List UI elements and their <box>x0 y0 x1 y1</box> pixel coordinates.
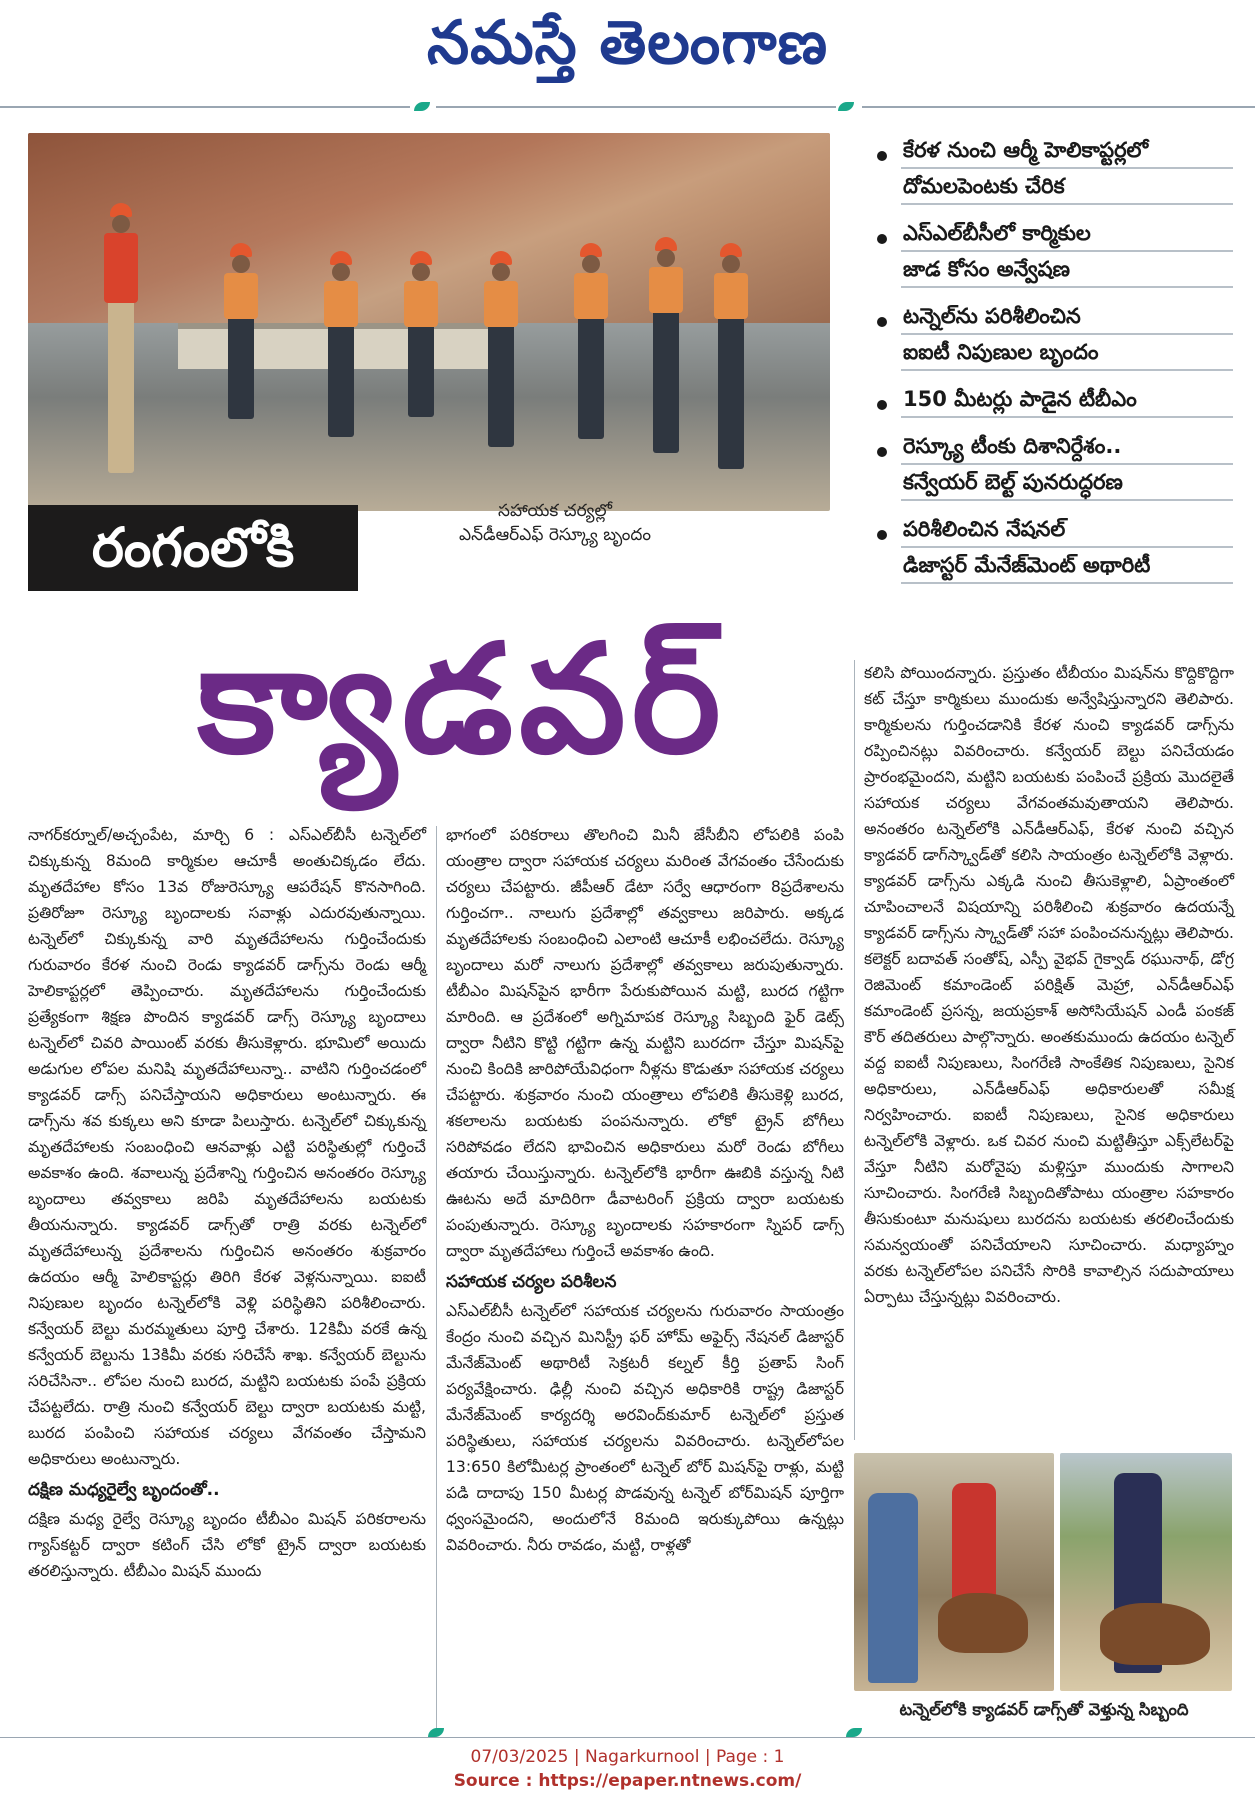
headline-kicker: రంగంలోకి <box>28 505 358 591</box>
leaf-ornament-icon <box>846 1728 862 1737</box>
bullet-item: 150 మీటర్లు పాడైన టీబీఎం <box>873 382 1233 418</box>
newspaper-logo: నమస్తే తెలంగాణ <box>426 8 829 78</box>
article-paragraph: ఎస్‌ఎల్‌బీసీ టన్నెల్‌లో సహాయక చర్యలను గురువారం సాయంత్రం కేంద్రం నుంచి వచ్చిన మినిస్ట్రీ ఫర్ హోమ్ అఫైర్స్ నేషనల్ డిజాస్టర్ మేనేజ్‌మెంట్ అథారిటీ సెక్రటరీ కల్నల్ కీర్తి ప్రతాప్ సింగ్ పర్యవేక్షించారు. ఢిల్లీ నుంచి వచ్చిన అధికారికి రాష్ట్ర డిజాస్టర్ మేనేజ్‌మెంట్ కార్యదర్శి అరవింద్‌కుమార్ టన్నెల్‌లో ప్రస్తుత పరిస్థితులు, సహాయక చర్యలను వివరించారు. టన్నెల్‌లోపల 13:650 కిలోమీటర్ల ప్రాంతంలో టన్నెల్ బోర్ మిషన్‌పై రాళ్లు, మట్టి పడి దాదాపు 150 మీటర్ల పొడవున్న టన్నెల్ బోర్‌మిషన్ పూర్తిగా ధ్వంసమైందని, అందులోనే 8మంది ఇరుక్కుపోయి ఉన్నట్లు వివరించారు. నీరు రావడం, మట్టి, రాళ్లతో <box>446 1302 844 1554</box>
bullet-dot-icon <box>877 530 887 540</box>
small-photo-caption: టన్నెల్‌లోకి క్యాడవర్ డాగ్స్‌తో వెళ్తున్న సిబ్బంది <box>899 1700 1189 1719</box>
article-paragraph: నాగర్‌కర్నూల్/అచ్చంపేట, మార్చి 6 : ఎస్‌ఎల్‌బీసీ టన్నెల్‌లో చిక్కుకున్న 8మంది కార్మికుల ఆచూకీ అంతుచిక్కడం లేదు. మృతదేహాల కోసం 13వ రోజురెస్క్యూ ఆపరేషన్ కొనసాగింది. ప్రతిరోజూ రెస్క్యూ బృందాలకు సవాళ్లు ఎదురవుతున్నాయి. టన్నెల్‌లో చిక్కుకున్న వారి మృతదేహాలను గుర్తించేందుకు గురువారం కేరళ నుంచి రెండు క్యాడవర్ డాగ్స్‌ను రెండు ఆర్మీ హెలికాప్టర్లలో తెప్పించారు. మృతదేహాలను గుర్తించేందుకు ప్రత్యేకంగా శిక్షణ పొందిన క్యాడవర్ డాగ్స్ రెస్క్యూ బృందాలు టన్నెల్‌లో చివరి పాయింట్ వరకు తీసుకెళ్లారు. భూమిలో అయిదు అడుగుల లోపల మనిషి మృతదేహాలున్నా.. వాటిని గుర్తించడంలో క్యాడవర్ డాగ్స్ పనిచేస్తాయని అధికారులు అంటున్నారు. ఈ డాగ్స్‌ను శవ కుక్కలు అని కూడా పిలుస్తారు. టన్నెల్‌లో చిక్కుకున్న మృతదేహాలకు సంబంధించి ఆనవాళ్లు ఎట్టి పరిస్థితుల్లో గుర్తించే అవకాశం ఉంది. శవాలున్న ప్రదేశాన్ని గుర్తించిన అనంతరం రెస్క్యూ బృందాలు తవ్వకాలు జరిపి మృతదేహాలను బయటకు తీయనున్నారు. క్యాడవర్ డాగ్స్‌తో రాత్రి వరకు టన్నెల్‌లో మృతదేహాలున్న ప్రదేశాలను గుర్తించిన అనంతరం శుక్రవారం ఉదయం ఆర్మీ హెలికాప్టర్లు తిరిగి కేరళ వెళ్లనున్నాయి. ఐఐటీ నిపుణుల బృందం టన్నెల్‌లోకి వెళ్లి పరిస్థితిని పరిశీలించారు. కన్వేయర్ బెల్టు మరమ్మతులు పూర్తి చేశారు. 12కిమీ వరకే ఉన్న కన్వేయర్ బెల్టును 13కిమీ వరకు సరిచేసే శాఖ. కన్వేయర్ బెల్టును సరిచేసినా.. లోపల నుంచి బురద, మట్టిని బయటకు పంపే ప్రక్రియ చేపట్టలేదు. రాత్రి నుంచి కన్వేయర్ బెల్టు ద్వారా బయటకు మట్టి, బురద పంపించి సహాయక చర్యలు వేగవంతం చేస్తామని అధికారులు అంటున్నారు. <box>28 826 426 1468</box>
masthead <box>0 0 1255 92</box>
footer-source: Source : https://epaper.ntnews.com/ <box>453 1771 802 1791</box>
caption-line-2: ఎన్‌డీఆర్‌ఎఫ్ రెస్క్యూ బృందం <box>459 525 651 545</box>
article-column-3 <box>864 660 1234 1310</box>
article-paragraph: కలిసి పోయిందన్నారు. ప్రస్తుతం టీబీయం మిషన్‌ను కొద్దికొద్దిగా కట్ చేస్తూ కార్మికులు ముందుకు అన్వేషిస్తున్నారని తెలిపారు. కార్మికులను గుర్తించడానికి కేరళ నుంచి క్యాడవర్ డాగ్స్‌ను రప్పించినట్లు వివరించారు. కన్వేయర్ బెల్టు పనిచేయడం ప్రారంభమైందని, మట్టిని బయటకు పంపించే ప్రక్రియ మొదలైతే సహాయక చర్యలు వేగవంతమవుతాయని తెలిపారు. అనంతరం టన్నెల్‌లోకి ఎన్‌డీఆర్‌ఎఫ్, కేరళ నుంచి వచ్చిన క్యాడవర్ డాగ్‌స్క్వాడ్‌తో కలిసి సాయంత్రం టన్నెల్‌లోకి వెళ్లారు. క్యాడవర్ డాగ్స్‌ను ఎక్కడి నుంచి తీసుకెళ్లాలి, ఏప్రాంతంలో చూపించాలనే విషయాన్ని పరిశీలించి శుక్రవారం ఉదయన్నే క్యాడవర్ డాగ్స్‌ను స్క్వాడ్‌తో సహా పంపించనున్నట్లు తెలిపారు. కలెక్టర్ బదావత్ సంతోష్, ఎస్పీ వైభవ్ గైక్వాడ్ రఘునాథ్, డోగ్ర రెజిమెంట్ కమాండెంట్ పరిక్షిత్ మెహ్రా, ఎన్‌డీఆర్‌ఎఫ్ కమాండెంట్ ప్రసన్న, జయప్రకాశ్ అసోసియేషన్ ఎండీ పంకజ్ కౌర్ తదితరులు పాల్గొన్నారు. అంతకుముందు ఉదయం టన్నెల్ వద్ద ఐఐటీ నిపుణులు, సింగరేణి సాంకేతిక నిపుణులు, సైనిక అధికారులు, ఎన్‌డీఆర్‌ఎఫ్ అధికారులతో సమీక్ష నిర్వహించారు. ఐఐటీ నిపుణులు, సైనిక అధికారులు టన్నెల్‌లోకి వెళ్లారు. ఒక చివర నుంచి మట్టితీస్తూ ఎక్స్‌లేటర్‌పై వేస్తూ నీటిని మరోవైపు మళ్లిస్తూ ముందుకు సాగాలని సూచించారు. సింగరేణి సిబ్బందితోపాటు యంత్రాల సహకారం తీసుకుంటూ మనుషులు బురదను బయటకు తరలించేందుకు సమన్వయంతో పనిచేయాలని సూచించారు. మధ్యాహ్నం వరకు టన్నెల్‌లోపల పనిచేసే సొరికి కావాల్సిన సదుపాయాలు ఏర్పాటు చేస్తున్నట్లు వివరించారు. <box>864 664 1234 1306</box>
article-subheading: సహాయక చర్యల పరిశీలన <box>446 1272 617 1292</box>
bullet-dot-icon <box>877 317 887 327</box>
bullet-item: పరిశీలించిన నేషనల్ డిజాస్టర్ మేనేజ్‌మెంట్ అథారిటీ <box>873 512 1233 584</box>
article-subheading: దక్షిణ మధ్యరైల్వే బృందంతో.. <box>28 1480 220 1500</box>
article-paragraph: భాగంలో పరికరాలు తొలగించి మినీ జేసీబీని లోపలికి పంపి యంత్రాల ద్వారా సహాయక చర్యలు మరింత వేగవంతం చేసేందుకు చర్యలు చేపట్టారు. జీపీఆర్ డేటా సర్వే ఆధారంగా 8ప్రదేశాలను గుర్తించగా.. నాలుగు ప్రదేశాల్లో తవ్వకాలు జరిపారు. అక్కడ మృతదేహాలకు సంబంధించి ఎలాంటి ఆచూకీ లభించలేదు. రెస్క్యూ బృందాలు మరో నాలుగు ప్రదేశాల్లో తవ్వకాలు జరుపుతున్నారు. టీబీఎం మిషన్‌పైన భారీగా పేరుకుపోయిన మట్టి, బురద గట్టిగా మారింది. ఆ ప్రదేశంలో అగ్నిమాపక రెస్క్యూ సిబ్బంది ఫైర్ డెట్స్ ద్వారా నీటిని కొట్టి గట్టిగా ఉన్న మట్టిని బురదగా చేస్తూ మిషన్‌పై నుంచి కిందికి జారిపోయేవిధంగా నీళ్లను కొడుతూ సహాయక చర్యలు చేపట్టారు. శుక్రవారం నుంచి యంత్రాలు లోపలికి తీసుకెళ్లి బురద, శకలాలను బయటకు పంపనున్నారు. లోకో ట్రైన్ బోగీలు సరిపోవడం లేదని భావించిన అధికారులు మరో రెండు బోగీలు తయారు చేయిస్తున్నారు. టన్నెల్‌లోకి భారీగా ఊబికి వస్తున్న నీటి ఊటను అదే మాదిరిగా డీవాటరింగ్ ప్రక్రియ ద్వారా బయటకు పంపుతున్నారు. రెస్క్యూ బృందాలకు సహకారంగా స్నిపర్ డాగ్స్ ద్వారా మృతదేహాలు గుర్తించే అవకాశం ఉంది. <box>446 826 844 1260</box>
bullet-item: ఎస్‌ఎల్‌బీసీలో కార్మికుల జాడ కోసం అన్వేషణ <box>873 216 1233 288</box>
top-rule-mid <box>436 106 836 108</box>
bullet-item: రెస్క్యూ టీంకు దిశానిర్దేశం.. కన్వేయర్ బెల్ట్ పునరుద్ధరణ <box>873 429 1233 501</box>
top-rule-left <box>0 106 410 108</box>
headline-main: క్యాడవర్ <box>197 613 727 787</box>
bullet-dot-icon <box>877 400 887 410</box>
leaf-ornament-icon <box>428 1728 444 1737</box>
column-divider <box>436 826 437 1736</box>
main-photo-caption <box>405 499 705 547</box>
column-divider <box>854 660 855 1440</box>
footer-date: 07/03/2025 | Nagarkurnool | Page : 1 <box>470 1747 785 1767</box>
article-column-1 <box>28 822 426 1584</box>
top-rule-right <box>862 106 1255 108</box>
bullet-dot-icon <box>877 447 887 457</box>
leaf-ornament-icon <box>414 102 430 111</box>
bottom-rule <box>0 1737 1255 1738</box>
photo-dog-squad-1 <box>854 1453 1054 1691</box>
article-paragraph: దక్షిణ మధ్య రైల్వే రెస్క్యూ బృందం టీబీఎం మిషన్ పరికరాలను గ్యాస్‌కట్టర్ ద్వారా కటింగ్ చేసి లోకో ట్రైన్ ద్వారా బయటకు తరలిస్తున్నారు. టీబీఎం మిషన్ ముందు <box>28 1510 426 1580</box>
leaf-ornament-icon <box>838 102 854 111</box>
bullet-dot-icon <box>877 151 887 161</box>
caption-line-1: సహాయక చర్యల్లో <box>498 501 612 521</box>
bullet-item: టన్నెల్‌ను పరిశీలించిన ఐఐటీ నిపుణుల బృందం <box>873 299 1233 371</box>
bullet-dot-icon <box>877 234 887 244</box>
bullet-item: కేరళ నుంచి ఆర్మీ హెలికాప్టర్లలో దోమలపెంటకు చేరిక <box>873 133 1233 205</box>
highlight-bullets <box>873 133 1233 595</box>
main-photo-rescue-team <box>28 133 830 511</box>
photo-dog-squad-2 <box>1060 1453 1232 1691</box>
article-column-2 <box>446 822 844 1558</box>
